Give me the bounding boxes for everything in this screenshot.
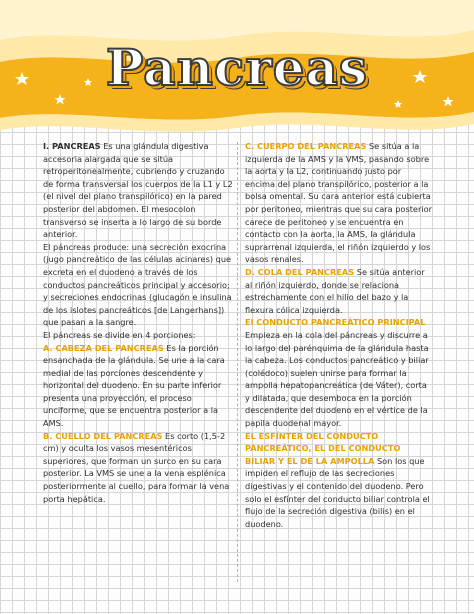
portions-paragraph: El páncreas se divide en 4 porciones: — [43, 329, 196, 340]
head-text: Es la porción ensanchada de la glándula. Se une a la cara medial de las porciones descendente y horizontal del duodeno. En su parte inferior presenta una proyección, el proceso unciforme, que se encuentra posterior a la AMS. — [43, 342, 225, 429]
page-title: Pancreas — [105, 38, 369, 97]
duct-heading: El CONDUCTO PANCREÁTICO PRINCIPAL — [245, 317, 426, 328]
tail-heading: D. COLA DEL PANCREAS — [245, 266, 355, 277]
duct-paragraph — [245, 316, 433, 429]
left-column — [43, 140, 233, 505]
intro-paragraph — [43, 140, 233, 241]
tail-paragraph — [245, 266, 433, 316]
body-paragraph — [245, 140, 433, 266]
intro-heading: I. PANCREAS — [43, 141, 101, 151]
intro-text: Es una glándula digestiva accesoria alargada que se sitúa retroperitonealmente, cubriendo y cruzando de forma transversal los cuerpos de la L1 y L2 (el nivel del plano transpilórico) en la pared posterior del abdomen. El mesocolon transverso se inserta a lo largo de su borde anterior. — [43, 141, 233, 240]
duct-text: Empieza en la cola del páncreas y discurre a lo largo del parénquima de la glándula hasta la cabeza. Los conductos pancreático y biliar (colédoco) suelen unirse para formar la ampolla hepatopancreática (de Váter), corta y dilatada, que desemboca en la porción descendente del duodeno en el vértice de la papila duodenal mayor. — [245, 329, 429, 429]
body-heading: C. CUERPO DEL PANCREAS — [245, 141, 367, 151]
tail-text: Se sitúa anterior al riñón izquierdo, donde se relaciona estrechamente con el hilio del bazo y la flexura cólica izquierda. — [245, 266, 425, 315]
column-divider — [237, 142, 238, 582]
head-heading: A. CABEZA DEL PANCREAS — [43, 342, 164, 353]
neck-text: Es corto (1,5-2 cm) y oculta los vasos mesentéricos superiores, que forman un surco en su cara posterior. La VMS se une a la vena esplénica posteriormente al cuello, para formar la vena porta hepática. — [43, 430, 230, 504]
sphincter-heading: EL ESFÍNTER DEL CONDUCTO PANCREÁTICO, EL DEL CONDUCTO BILIAR Y EL DE LA AMPOLLA — [245, 430, 401, 466]
sphincter-paragraph — [245, 430, 433, 531]
neck-paragraph — [43, 430, 233, 506]
sphincter-text: Son los que impiden el reflujo de las secreciones digestivas y el contenido del duodeno. Pero solo el esfínter del conducto biliar controla el flujo de la secreción digestiva (bilis) en el duodeno. — [245, 455, 430, 529]
right-column — [245, 140, 433, 530]
function-paragraph: El páncreas produce: una secreción exocrina (jugo pancreático de las células acinares) que excreta en el duodeno a través de los conductos pancreáticos principal y accesorio; y secreciones endocrinas (glucagón e insulina de los islotes pancreáticos [de Langerhans]) que pasan a la sangre. — [43, 241, 232, 328]
body-text: Se sitúa a la izquierda de la AMS y la VMS, pasando sobre la aorta y la L2, continuando justo por encima del plano transpilórico, posterior a la bolsa omental. Su cara anterior está cubierta por peritoneo, mientras que su cara posterior carece de peritoneo y se encuentra en contacto con la aorta, la AMS, la glándula suprarrenal izquierda, el riñón izquierdo y los vasos renales. — [245, 141, 432, 265]
neck-heading: B. CUELLO DEL PANCREAS — [43, 430, 163, 441]
head-paragraph — [43, 342, 233, 430]
